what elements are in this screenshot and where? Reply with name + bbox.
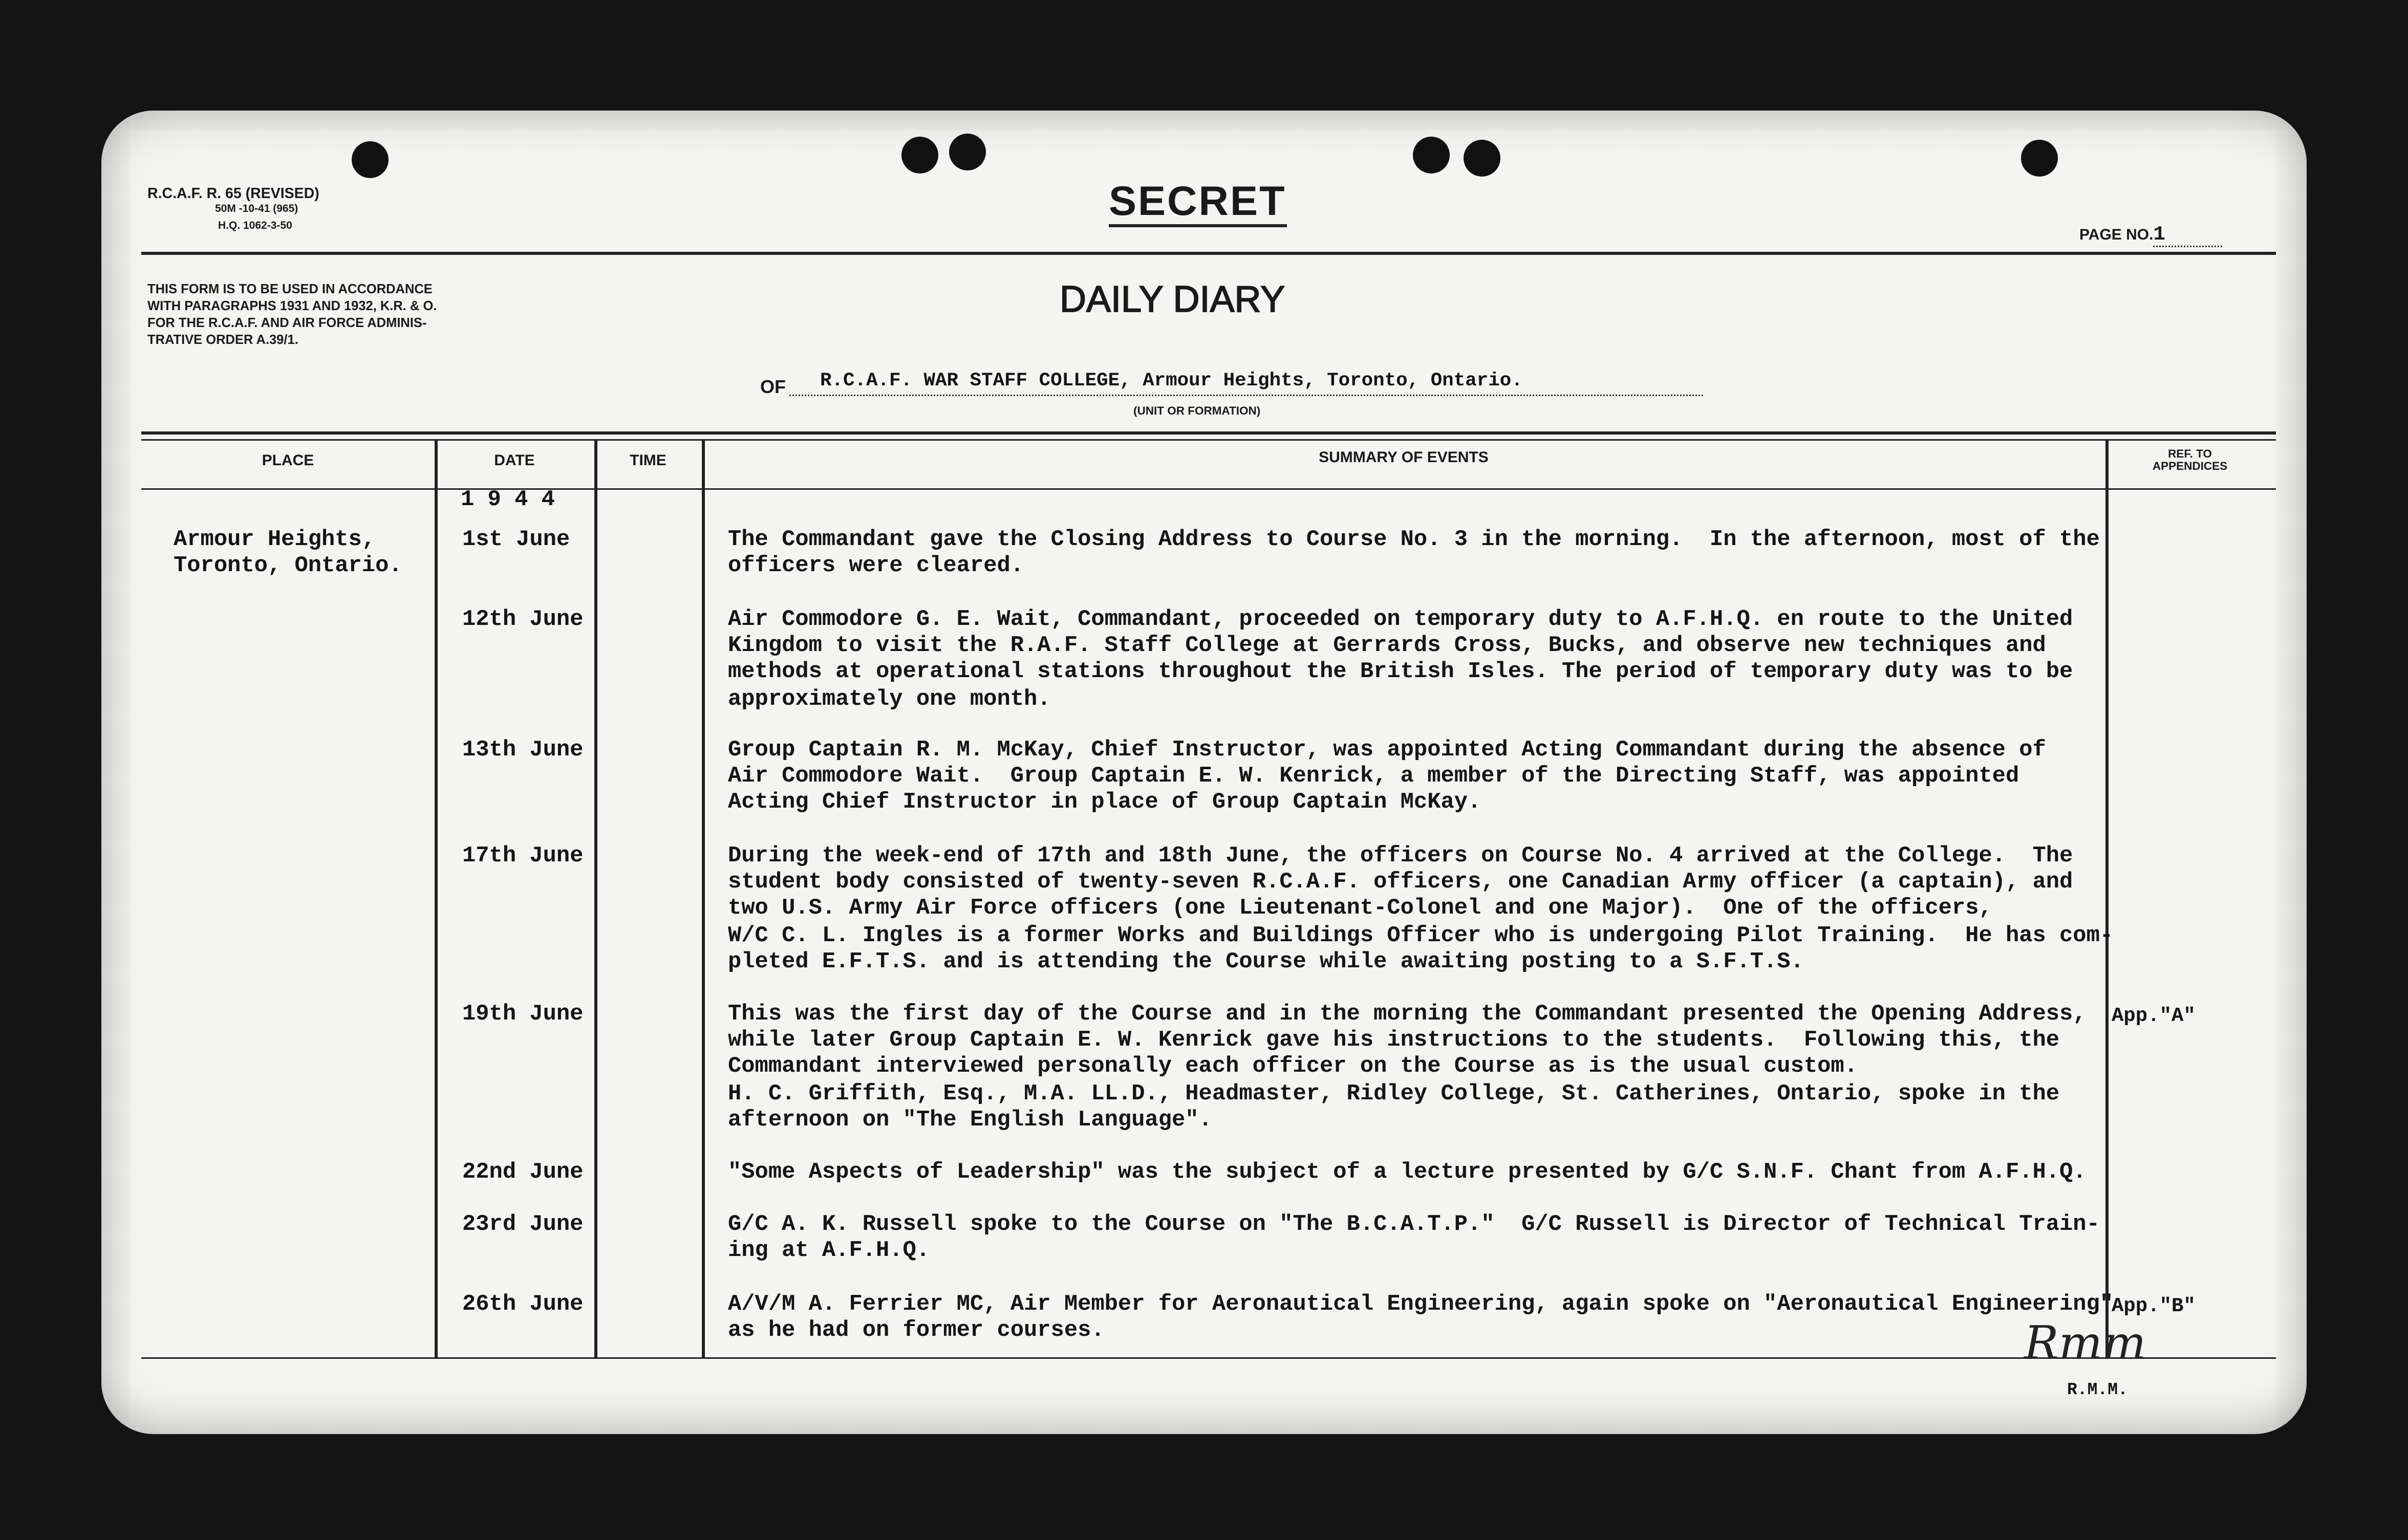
header-ref: REF. TO APPENDICES — [2152, 447, 2228, 473]
punch-hole — [1464, 140, 1500, 177]
unit-name: R.C.A.F. WAR STAFF COLLEGE, Armour Heights, Toronto, Ontario. — [789, 368, 1703, 397]
entry-summary — [728, 528, 2100, 581]
header-date: DATE — [494, 453, 535, 470]
summary-line: During the week-end of 17th and 18th June, the officers on Course No. 4 arrived at the College. The — [728, 844, 2073, 869]
place-line: Armour Heights, — [174, 528, 376, 553]
appendix-ref: App."A" — [2112, 1004, 2196, 1027]
instruction-line: FOR THE R.C.A.F. AND AIR FORCE ADMINIS- — [147, 315, 427, 330]
entry-summary — [728, 1161, 2087, 1187]
entry-date: 17th June — [462, 844, 584, 869]
punch-hole — [949, 134, 986, 170]
header-place: PLACE — [262, 453, 314, 470]
appendix-ref: App."B" — [2112, 1294, 2196, 1317]
punch-hole — [1413, 137, 1450, 173]
summary-line: Air Commodore Wait. Group Captain E. W. Kenrick, a member of the Directing Staff, was appointed — [728, 765, 2019, 790]
entry-summary — [728, 1003, 2087, 1135]
instruction-line: TRATIVE ORDER A.39/1. — [147, 332, 298, 347]
column-divider — [435, 439, 438, 1357]
summary-line: pleted E.F.T.S. and is attending the Course while awaiting posting to a S.F.T.S. — [728, 950, 1804, 975]
entry-summary — [728, 844, 2113, 977]
signature: Rmm — [2024, 1317, 2146, 1371]
page-title: DAILY DIARY — [1060, 279, 1285, 321]
instruction-line: WITH PARAGRAPHS 1931 AND 1932, K.R. & O. — [147, 298, 437, 313]
punch-hole — [2021, 140, 2058, 177]
summary-line: Kingdom to visit the R.A.F. Staff College at Gerrards Cross, Bucks, and observe new techniques and — [728, 634, 2046, 659]
summary-line: Air Commodore G. E. Wait, Commandant, proceeded on temporary duty to A.F.H.Q. en route to the United — [728, 608, 2073, 633]
entry-date: 13th June — [462, 739, 584, 763]
year: 1 9 4 4 — [461, 488, 555, 513]
header-rule — [141, 252, 2276, 255]
place — [174, 528, 402, 581]
summary-line: This was the first day of the Course and in the morning the Commandant presented the Opening Address, — [728, 1003, 2087, 1027]
entry-summary — [728, 608, 2073, 713]
summary-line: Group Captain R. M. McKay, Chief Instructor, was appointed Acting Commandant during the absence of — [728, 739, 2046, 763]
header-summary: SUMMARY OF EVENTS — [1319, 450, 1489, 467]
summary-line: as he had on former courses. — [728, 1319, 1105, 1344]
unit-caption: (UNIT OR FORMATION) — [1133, 404, 1261, 418]
place-line: Toronto, Ontario. — [174, 554, 402, 579]
print-code: 50M -10-41 (965) — [215, 204, 298, 215]
entry-date: 23rd June — [462, 1213, 584, 1238]
classification-heading: SECRET — [1109, 178, 1286, 227]
summary-line: Commandant interviewed personally each officer on the Course as is the usual custom. — [728, 1055, 1858, 1080]
table-top-rule — [141, 431, 2276, 435]
entry-date: 19th June — [462, 1003, 584, 1027]
punch-hole — [901, 137, 938, 173]
form-instructions — [147, 281, 554, 349]
summary-line: while later Group Captain E. W. Kenrick gave his instructions to the students. Following this, the — [728, 1029, 2060, 1054]
summary-line: two U.S. Army Air Force officers (one Lieutenant-Colonel and one Major). One of the officers, — [728, 897, 1992, 922]
signature-initials: R.M.M. — [2067, 1382, 2128, 1400]
summary-line: methods at operational stations throughout the British Isles. The period of temporary duty was to be — [728, 661, 2073, 686]
entry-date: 22nd June — [462, 1161, 584, 1185]
form-number: R.C.A.F. R. 65 (REVISED) — [147, 186, 319, 203]
hq-reference: H.Q. 1062-3-50 — [218, 221, 292, 232]
punch-hole — [352, 141, 389, 178]
summary-line: afternoon on "The English Language". — [728, 1108, 1212, 1133]
entry-date: 12th June — [462, 608, 584, 633]
summary-line: student body consisted of twenty-seven R.C.A.F. officers, one Canadian Army officer (a captain), and — [728, 871, 2073, 896]
summary-line: The Commandant gave the Closing Address to Course No. 3 in the morning. In the afternoon, most of the — [728, 528, 2100, 553]
table-bottom-rule — [141, 1357, 2276, 1359]
of-label: OF — [760, 376, 786, 398]
header-time: TIME — [630, 453, 666, 470]
column-divider — [702, 439, 705, 1357]
summary-line: Acting Chief Instructor in place of Group Captain McKay. — [728, 791, 1481, 816]
entry-summary — [728, 1293, 2113, 1346]
page-label: PAGE NO.1 — [2079, 223, 2222, 247]
summary-line: H. C. Griffith, Esq., M.A. LL.D., Headmaster, Ridley College, St. Catherines, Ontario, spoke in the — [728, 1081, 2060, 1107]
entry-summary — [728, 739, 2046, 818]
summary-line: A/V/M A. Ferrier MC, Air Member for Aeronautical Engineering, again spoke on "Aeronautical Engineering" — [728, 1293, 2114, 1317]
entry-date: 1st June — [462, 528, 570, 553]
entry-date: 26th June — [462, 1293, 584, 1317]
column-divider — [594, 439, 597, 1357]
page-number: 1 — [2153, 223, 2222, 247]
instruction-line: THIS FORM IS TO BE USED IN ACCORDANCE — [147, 281, 433, 296]
summary-line: approximately one month. — [728, 687, 1051, 712]
entry-summary — [728, 1213, 2100, 1266]
summary-line: G/C A. K. Russell spoke to the Course on "The B.C.A.T.P." G/C Russell is Director of Technical Train- — [728, 1213, 2100, 1238]
table-top-rule — [141, 439, 2276, 441]
summary-line: "Some Aspects of Leadership" was the subject of a lecture presented by G/C S.N.F. Chant from A.F.H.Q. — [728, 1161, 2087, 1185]
summary-line: officers were cleared. — [728, 554, 1024, 579]
summary-line: W/C C. L. Ingles is a former Works and Buildings Officer who is undergoing Pilot Training. He has com- — [728, 923, 2114, 948]
summary-line: ing at A.F.H.Q. — [728, 1239, 930, 1264]
